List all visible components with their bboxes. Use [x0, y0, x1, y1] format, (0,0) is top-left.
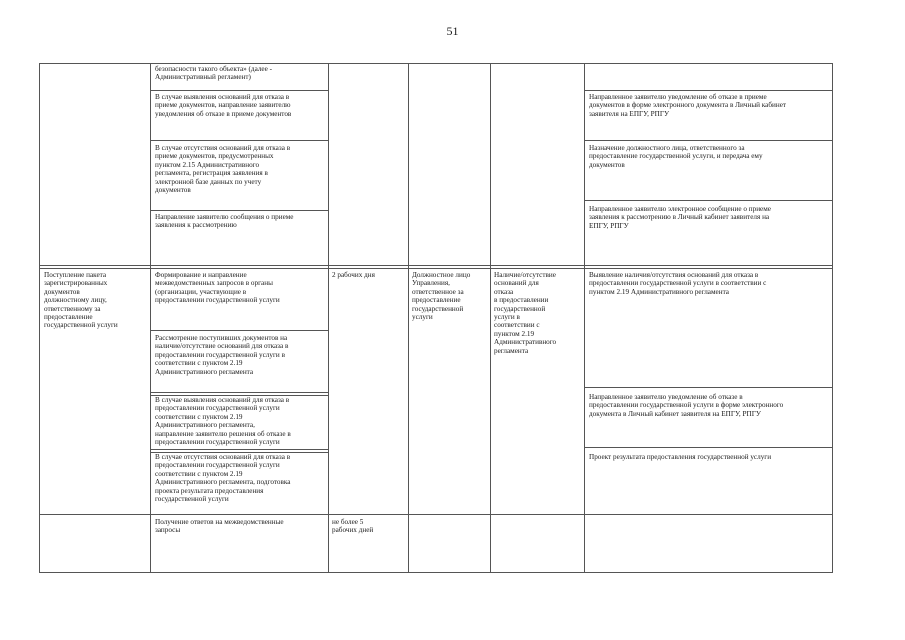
cell-draft-result-procedure: В случае отсутствия оснований для отказа в предоставлении государственной услуги соответствии с пунктом 2.19 Административного регламента, подготовка проекта результата предоставления государственной услуги [155, 453, 291, 504]
cell-grounds-result: Выявление наличия/отсутствия оснований для отказа в предоставлении государственной услуги в соответствии с пунктом 2.19 Административного регламента [589, 271, 767, 296]
cell-responsible-official: Должностное лицо Управления, ответственное за предоставление государственной услуги [412, 271, 471, 322]
cell-acceptance-message-result: Направленное заявителю электронное сообщение о приеме заявления к рассмотрению в Личный кабинет заявителя на ЕПГУ, РПГУ [589, 205, 771, 230]
row-divider [150, 90, 328, 91]
row-divider [584, 90, 833, 91]
procedure-table [39, 63, 833, 573]
cell-refusal-decision-result: Направленное заявителю уведомление об отказе в предоставлении государственной услуги в форме электронного документа в Личный кабинет заявителя на ЕПГУ, РПГУ [589, 393, 784, 418]
row-divider [150, 330, 328, 331]
cell-decision-criteria: Наличие/отсутствие оснований для отказа в предоставлении государственной услуги в соответствии с пунктом 2.19 Административного регламента [494, 271, 557, 355]
cell-refusal-decision-procedure: В случае выявления оснований для отказа в предоставлении государственной услуги соответствии с пунктом 2.19 Административного регламента, направление заявителю решения об отказе в предоставлении государственной услуги [155, 396, 291, 447]
column-divider [408, 63, 409, 573]
column-divider [328, 63, 329, 573]
cell-stage-basis: Поступление пакета зарегистрированных документов должностному лицу, ответственному за предоставление государственной услуги [44, 271, 118, 330]
cell-document-review-procedure: Рассмотрение поступивших документов на наличие/отсутствие оснований для отказа в предоставлении государственной услуги в соответствии с пунктом 2.19 Административного регламента [155, 334, 289, 376]
row-divider [150, 140, 328, 141]
row-divider [584, 447, 833, 448]
row-divider [39, 514, 833, 515]
cell-responses-deadline: не более 5 рабочих дней [332, 518, 374, 535]
cell-registration-result: Назначение должностного лица, ответственного за предоставление государственной услуги, и передача ему документов [589, 144, 763, 169]
table-border-top [39, 63, 833, 64]
cell-acceptance-message-procedure: Направление заявителю сообщения о приеме заявления к рассмотрению [155, 213, 294, 230]
cell-interagency-requests-procedure: Формирование и направление межведомственных запросов в органы (организации, участвующие в предоставлении государственной услуги [155, 271, 280, 305]
row-divider [584, 387, 833, 388]
cell-procedure-continuation: безопасности такого объекта» (далее - Административный регламент) [155, 65, 272, 82]
row-divider-double [39, 265, 833, 269]
table-border-bottom [39, 572, 833, 573]
row-divider [584, 200, 833, 201]
table-border-left [39, 63, 40, 573]
cell-interagency-responses-procedure: Получение ответов на межведомственные запросы [155, 518, 284, 535]
row-divider [150, 210, 328, 211]
cell-refusal-receipt-procedure: В случае выявления оснований для отказа в приеме документов, направление заявителю уведомления об отказе в приеме документов [155, 93, 292, 118]
column-divider [490, 63, 491, 573]
cell-draft-result: Проект результата предоставления государственной услуги [589, 453, 772, 461]
cell-refusal-receipt-result: Направленное заявителю уведомление об отказе в приеме документов в форме электронного документа в Личный кабинет заявителя на ЕПГУ, РПГУ [589, 93, 787, 118]
page-number: 51 [446, 24, 459, 38]
row-divider [584, 140, 833, 141]
cell-registration-procedure: В случае отсутствия оснований для отказа в приеме документов, предусмотренных пунктом 2.15 Административного регламента, регистрация заявления в электронной базе данных по учету документов [155, 144, 291, 195]
cell-deadline: 2 рабочих дня [332, 271, 375, 279]
